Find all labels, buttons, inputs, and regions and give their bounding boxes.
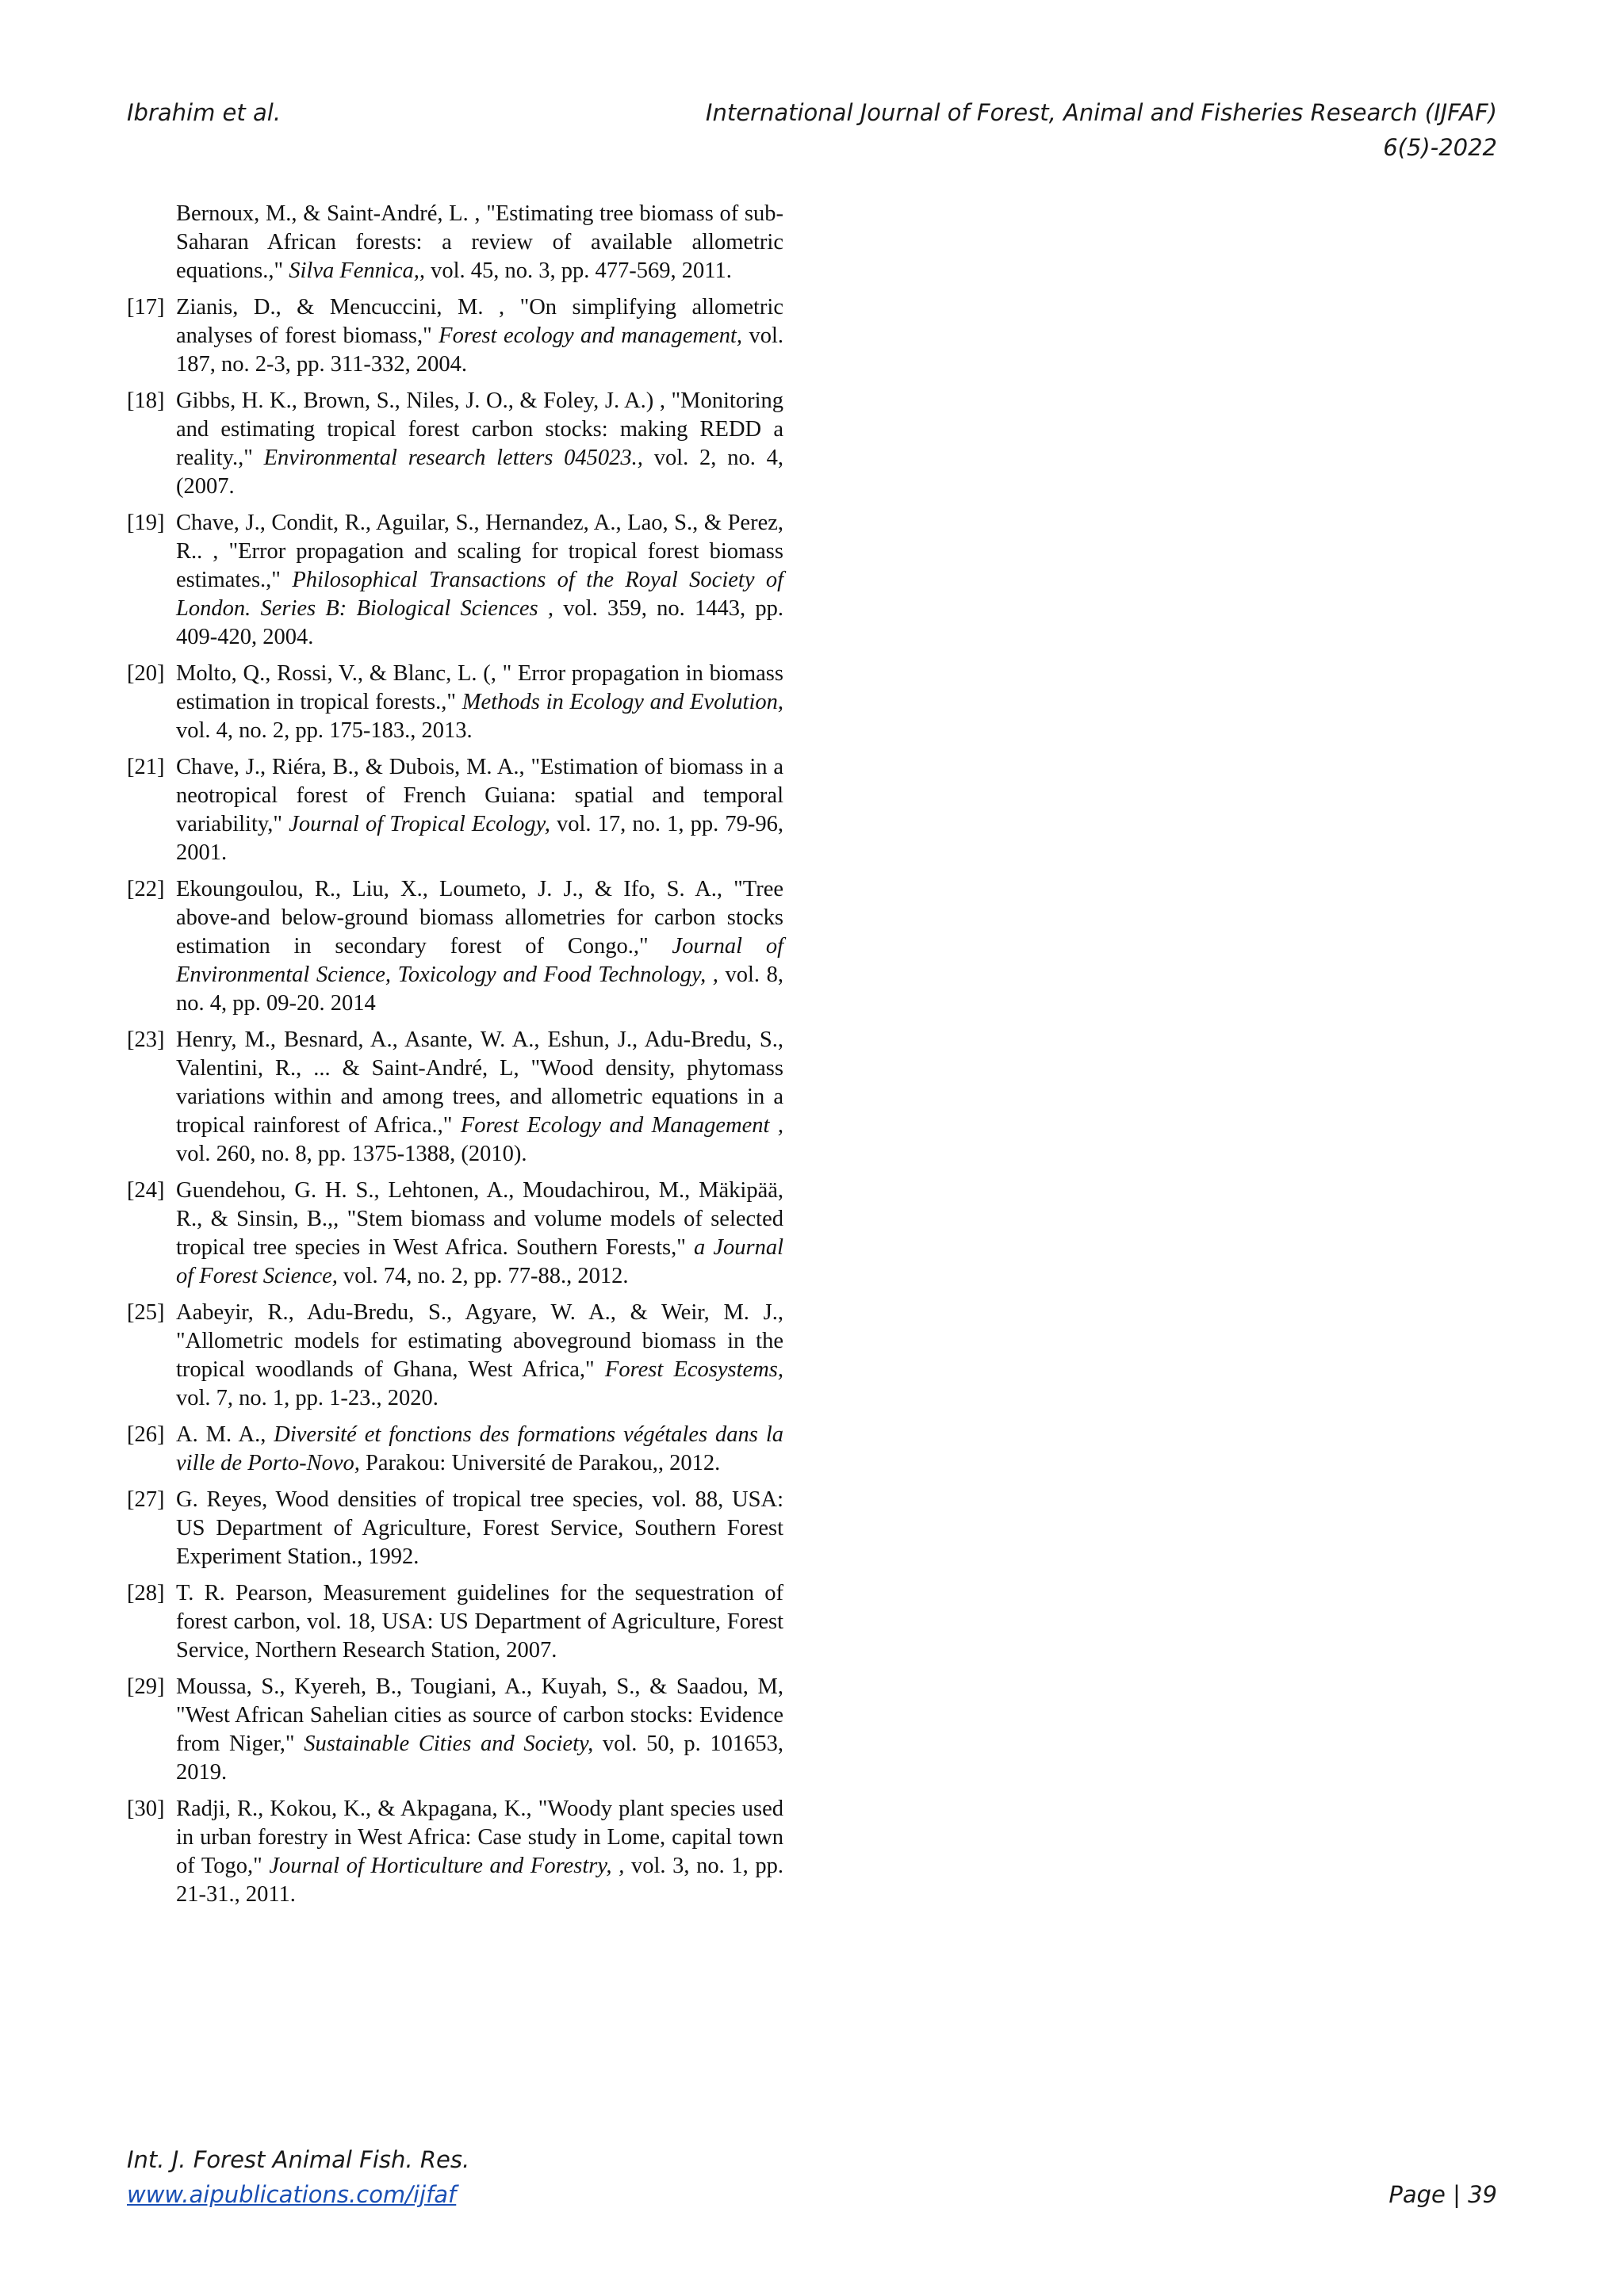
reference-item (127, 509, 783, 652)
reference-item (127, 1579, 783, 1665)
reference-item (127, 875, 783, 1018)
reference-number: [25] (127, 1300, 165, 1325)
reference-item (127, 1795, 783, 1909)
footer-journal-abbrev: Int. J. Forest Animal Fish. Res. (127, 2146, 470, 2173)
reference-item (127, 387, 783, 501)
footer-journal (127, 2142, 469, 2212)
reference-list (127, 200, 783, 1917)
reference-item (127, 753, 783, 867)
reference-number: [28] (127, 1581, 165, 1605)
reference-text: Guendehou, G. H. S., Lehtonen, A., Moudachirou, M., Mäkipää, R., & Sinsin, B.,, "Stem biomass and volume models of selected tropical tree species in West Africa. Southern Forests," a Journal of Forest Science, vol. 74, no. 2, pp. 77-88., 2012. (176, 1178, 783, 1288)
reference-text: Chave, J., Condit, R., Aguilar, S., Hernandez, A., Lao, S., & Perez, R.. , "Error propagation and scaling for tropical forest biomass estimates.," Philosophical Transactions of the Royal Society of London. Series B: Biological Sciences , vol. 359, no. 1443, pp. 409-420, 2004. (176, 511, 783, 649)
reference-text: Aabeyir, R., Adu-Bredu, S., Agyare, W. A., & Weir, M. J., "Allometric models for estimating aboveground biomass in the tropical woodlands of Ghana, West Africa," Forest Ecosystems, vol. 7, no. 1, pp. 1-23., 2020. (176, 1300, 783, 1410)
reference-item (127, 1486, 783, 1571)
reference-text: Henry, M., Besnard, A., Asante, W. A., Eshun, J., Adu-Bredu, S., Valentini, R., ... & Saint-André, L, "Wood density, phytomass variations within and among trees, and allometric equations in a tropical rainforest of Africa.," Forest Ecology and Management , vol. 260, no. 8, pp. 1375-1388, (2010). (176, 1027, 783, 1166)
reference-item (127, 1299, 783, 1413)
reference-text: Radji, R., Kokou, K., & Akpagana, K., "Woody plant species used in urban forestry in West Africa: Case study in Lome, capital town of Togo," Journal of Horticulture and Forestry, , vol. 3, no. 1, pp. 21-31., 2011. (176, 1797, 784, 1907)
reference-text: Zianis, D., & Mencuccini, M. , "On simplifying allometric analyses of forest biomass," Forest ecology and management, vol. 187, no. 2-3, pp. 311-332, 2004. (176, 295, 783, 377)
reference-number: [17] (127, 295, 165, 320)
reference-item (127, 1421, 783, 1478)
reference-number: [23] (127, 1027, 165, 1052)
reference-text: Ekoungoulou, R., Liu, X., Loumeto, J. J., & Ifo, S. A., "Tree above-and below-ground biomass allometries for carbon stocks estimation in secondary forest of Congo.," Journal of Environmental Science, Toxicology and Food Technology, , vol. 8, no. 4, pp. 09-20. 2014 (176, 877, 784, 1016)
reference-number: [30] (127, 1797, 165, 1821)
reference-item (127, 200, 783, 285)
journal-title: International Journal of Forest, Animal and Fisheries Research (IJFAF) (705, 99, 1497, 126)
reference-text: A. M. A., Diversité et fonctions des formations végétales dans la ville de Porto-Novo, Parakou: Université de Parakou,, 2012. (176, 1422, 783, 1475)
reference-text: Gibbs, H. K., Brown, S., Niles, J. O., & Foley, J. A.) , "Monitoring and estimating tropical forest carbon stocks: making REDD a reality.," Environmental research letters 045023., vol. 2, no. 4, (2007. (176, 388, 784, 499)
reference-number: [29] (127, 1674, 165, 1699)
reference-item (127, 660, 783, 745)
reference-item (127, 293, 783, 379)
reference-text: Bernoux, M., & Saint-André, L. , "Estimating tree biomass of sub-Saharan African forests: a review of available allometric equations.," Silva Fennica,, vol. 45, no. 3, pp. 477-569, 2011. (176, 201, 783, 283)
reference-number: [24] (127, 1178, 165, 1203)
reference-number: [26] (127, 1422, 165, 1447)
reference-item (127, 1177, 783, 1291)
page-number: Page | 39 (1388, 2181, 1497, 2208)
reference-number: [21] (127, 755, 165, 779)
reference-number: [22] (127, 877, 165, 901)
reference-number: [20] (127, 661, 165, 686)
reference-text: G. Reyes, Wood densities of tropical tree species, vol. 88, USA: US Department of Agriculture, Forest Service, Southern Forest Experiment Station., 1992. (176, 1487, 783, 1569)
reference-text: T. R. Pearson, Measurement guidelines for the sequestration of forest carbon, vol. 18, USA: US Department of Agriculture, Forest Service, Northern Research Station, 2007. (176, 1581, 783, 1663)
reference-item (127, 1026, 783, 1169)
footer-url-link[interactable]: www.aipublications.com/ijfaf (127, 2181, 457, 2208)
reference-number: [19] (127, 511, 165, 535)
reference-number: [27] (127, 1487, 165, 1512)
running-header-journal (706, 95, 1497, 165)
reference-text: Moussa, S., Kyereh, B., Tougiani, A., Kuyah, S., & Saadou, M, "West African Sahelian cities as source of carbon stocks: Evidence from Niger," Sustainable Cities and Society, vol. 50, p. 101653, 2019. (176, 1674, 783, 1785)
reference-item (127, 1673, 783, 1787)
reference-text: Molto, Q., Rossi, V., & Blanc, L. (, " Error propagation in biomass estimation in tropical forests.," Methods in Ecology and Evolution, vol. 4, no. 2, pp. 175-183., 2013. (176, 661, 783, 743)
reference-text: Chave, J., Riéra, B., & Dubois, M. A., "Estimation of biomass in a neotropical forest of French Guiana: spatial and temporal variability," Journal of Tropical Ecology, vol. 17, no. 1, pp. 79-96, 2001. (176, 755, 783, 865)
reference-number: [18] (127, 388, 165, 413)
running-header-authors: Ibrahim et al. (127, 99, 282, 126)
journal-issue: 6(5)-2022 (1383, 134, 1497, 161)
